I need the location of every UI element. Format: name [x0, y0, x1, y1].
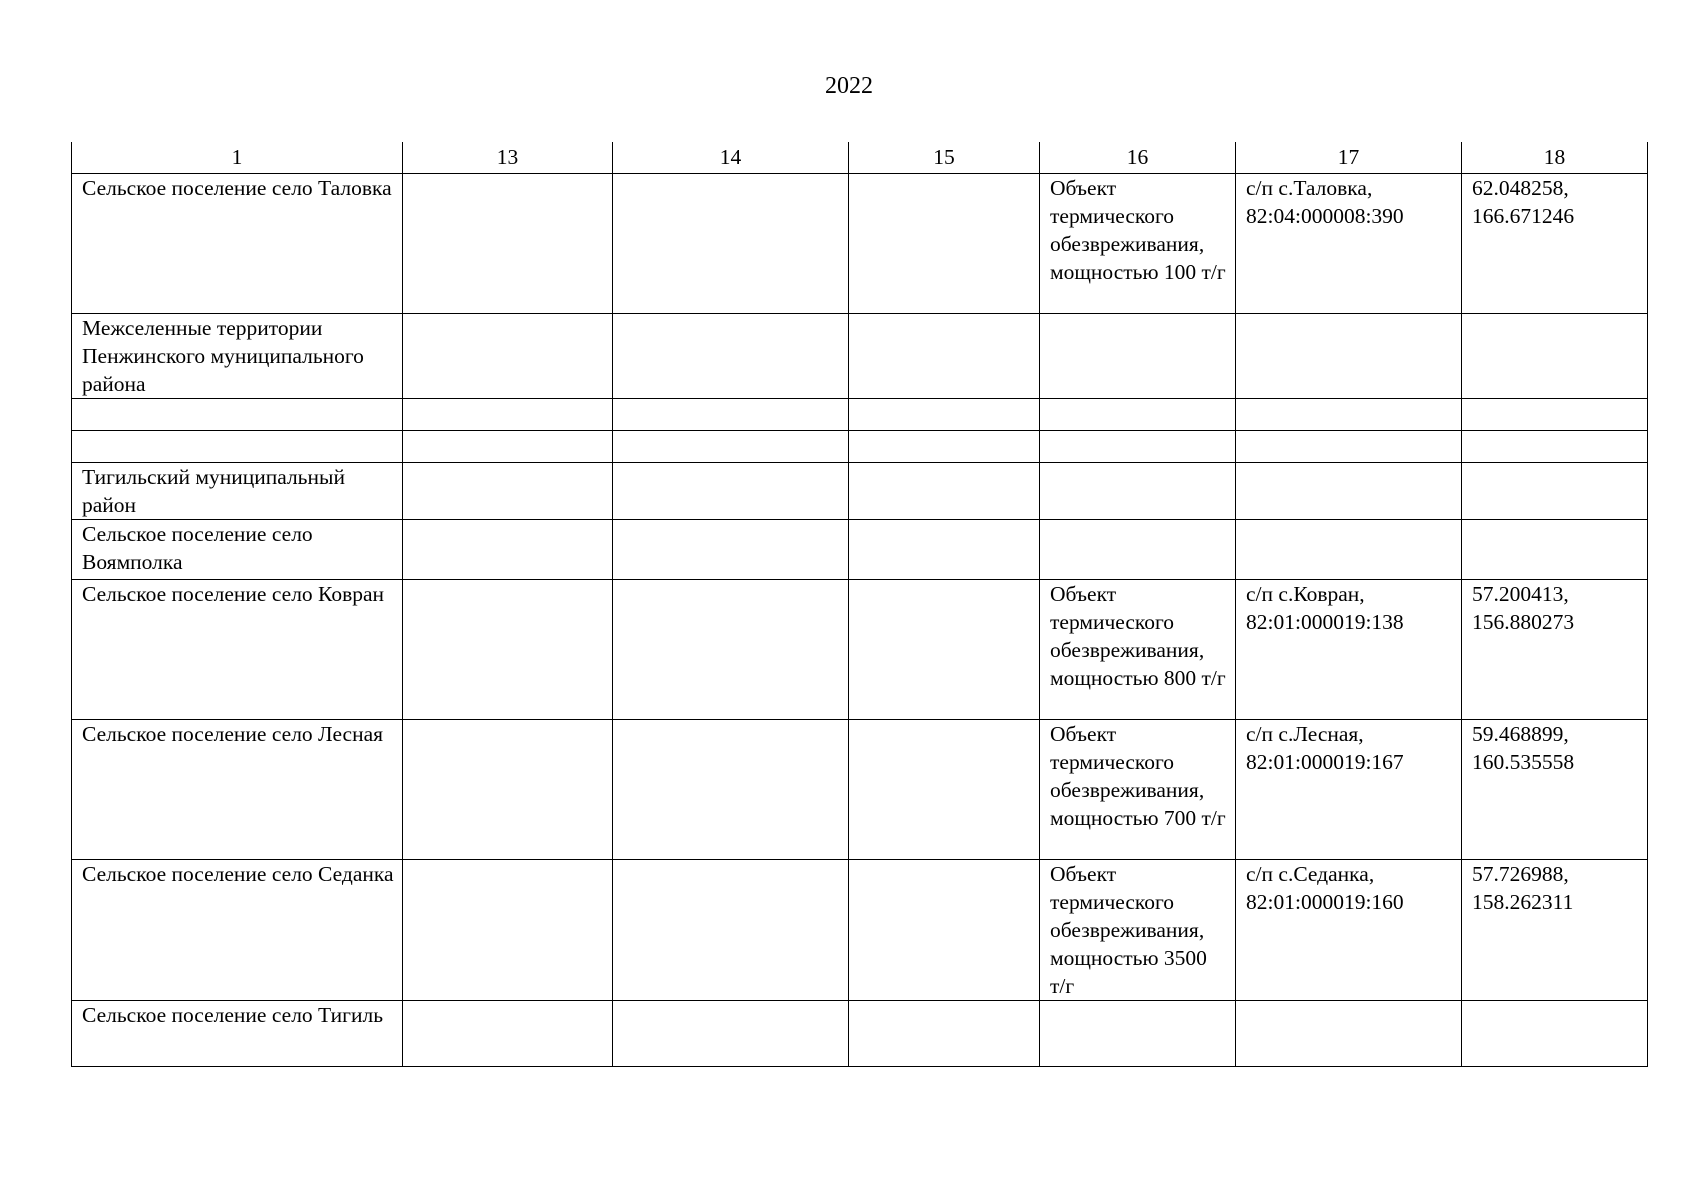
- table-cell: [613, 399, 849, 431]
- table-cell: [849, 431, 1040, 463]
- table-cell: [613, 520, 849, 580]
- table-row: [72, 520, 1648, 580]
- cadastral-location: с/п с.Лесная, 82:01:000019:167: [1246, 722, 1404, 774]
- table-cell: [72, 399, 403, 431]
- district-name-cell: [72, 463, 403, 520]
- table-cell: [403, 431, 613, 463]
- table-cell: [613, 580, 849, 720]
- column-header-14: 14: [613, 142, 849, 174]
- table-cell: [849, 720, 1040, 860]
- table-cell: [1462, 1001, 1648, 1067]
- table-cell: [1040, 520, 1236, 580]
- table-row: [72, 463, 1648, 520]
- table-cell: [403, 1001, 613, 1067]
- table-cell: [613, 860, 849, 1001]
- table-cell: [1236, 399, 1462, 431]
- table-cell: [849, 463, 1040, 520]
- column-header-13: 13: [403, 142, 613, 174]
- column-header-15: 15: [849, 142, 1040, 174]
- coordinates-cell: [1462, 174, 1648, 314]
- cadastral-location: с/п с.Ковран, 82:01:000019:138: [1246, 582, 1404, 634]
- facility-description: Объект термического обезвреживания, мощностью 700 т/г: [1050, 722, 1226, 830]
- coordinates-cell: [1462, 860, 1648, 1001]
- table-cell: [403, 860, 613, 1001]
- settlement-name: Сельское поселение село Воямполка: [82, 522, 313, 574]
- table-cell: [403, 314, 613, 399]
- table-cell: [849, 174, 1040, 314]
- table-cell: [72, 431, 403, 463]
- table-row: [72, 174, 1648, 314]
- table-cell: [1236, 431, 1462, 463]
- table-cell: [849, 860, 1040, 1001]
- table-cell: [849, 520, 1040, 580]
- table-cell: [613, 314, 849, 399]
- table-cell: [1236, 314, 1462, 399]
- table-cell: [613, 463, 849, 520]
- table-cell: [1040, 314, 1236, 399]
- facility-description: Объект термического обезвреживания, мощностью 100 т/г: [1050, 176, 1226, 284]
- table-cell: [613, 1001, 849, 1067]
- location-cell: [1236, 860, 1462, 1001]
- facility-cell: [1040, 860, 1236, 1001]
- facility-cell: [1040, 580, 1236, 720]
- settlement-name: Сельское поселение село Лесная: [82, 722, 384, 746]
- table-cell: [1040, 399, 1236, 431]
- table-row: [72, 720, 1648, 860]
- settlement-name: Сельское поселение село Таловка: [82, 176, 392, 200]
- coordinates: 59.468899, 160.535558: [1472, 722, 1575, 774]
- table-cell: [1236, 520, 1462, 580]
- table-row: [72, 580, 1648, 720]
- table-cell: [1236, 463, 1462, 520]
- table-cell: [403, 399, 613, 431]
- column-header-1: 1: [72, 142, 403, 174]
- coordinates-cell: [1462, 580, 1648, 720]
- table-header-row: [72, 142, 1648, 174]
- table-cell: [1462, 463, 1648, 520]
- table-row: [72, 314, 1648, 399]
- settlement-name-cell: [72, 520, 403, 580]
- table-cell: [1040, 431, 1236, 463]
- settlement-name: Сельское поселение село Ковран: [82, 582, 385, 606]
- facility-cell: [1040, 174, 1236, 314]
- facility-cell: [1040, 720, 1236, 860]
- settlement-name: Сельское поселение село Тигиль: [82, 1003, 384, 1027]
- facility-description: Объект термического обезвреживания, мощностью 800 т/г: [1050, 582, 1226, 690]
- coordinates-cell: [1462, 720, 1648, 860]
- table-cell: [613, 174, 849, 314]
- table-cell: [1040, 463, 1236, 520]
- table-cell: [849, 1001, 1040, 1067]
- location-cell: [1236, 720, 1462, 860]
- table-row: [72, 1001, 1648, 1067]
- table-cell: [1462, 399, 1648, 431]
- settlement-name-cell: [72, 174, 403, 314]
- table-cell: [1462, 314, 1648, 399]
- table-cell: [613, 431, 849, 463]
- settlement-name-cell: [72, 580, 403, 720]
- column-header-16: 16: [1040, 142, 1236, 174]
- column-header-18: 18: [1462, 142, 1648, 174]
- data-table: [71, 142, 1648, 1067]
- table-cell: [403, 720, 613, 860]
- coordinates: 57.200413, 156.880273: [1472, 582, 1575, 634]
- table-cell: [403, 580, 613, 720]
- facility-description: Объект термического обезвреживания, мощностью 3500 т/г: [1050, 862, 1207, 998]
- table-cell: [849, 580, 1040, 720]
- settlement-name-cell: [72, 1001, 403, 1067]
- column-header-17: 17: [1236, 142, 1462, 174]
- location-cell: [1236, 174, 1462, 314]
- table-cell: [613, 720, 849, 860]
- page-number: 2022: [825, 73, 873, 99]
- table-cell: [403, 520, 613, 580]
- table-cell: [1462, 431, 1648, 463]
- settlement-name: Сельское поселение село Седанка: [82, 862, 394, 886]
- settlement-name: Межселенные территории Пенжинского муниципального района: [82, 316, 364, 396]
- table-cell: [849, 399, 1040, 431]
- table-cell: [403, 174, 613, 314]
- cadastral-location: с/п с.Седанка, 82:01:000019:160: [1246, 862, 1404, 914]
- cadastral-location: с/п с.Таловка, 82:04:000008:390: [1246, 176, 1404, 228]
- coordinates: 57.726988, 158.262311: [1472, 862, 1574, 914]
- coordinates: 62.048258, 166.671246: [1472, 176, 1575, 228]
- settlement-name-cell: [72, 860, 403, 1001]
- table-cell: [403, 463, 613, 520]
- table-cell: [849, 314, 1040, 399]
- location-cell: [1236, 580, 1462, 720]
- table-cell: [1236, 1001, 1462, 1067]
- settlement-name-cell: [72, 314, 403, 399]
- table-row: [72, 431, 1648, 463]
- table-cell: [1040, 1001, 1236, 1067]
- table-row: [72, 399, 1648, 431]
- district-name: Тигильский муниципальный район: [82, 465, 345, 517]
- table-row: [72, 860, 1648, 1001]
- settlement-name-cell: [72, 720, 403, 860]
- table-cell: [1462, 520, 1648, 580]
